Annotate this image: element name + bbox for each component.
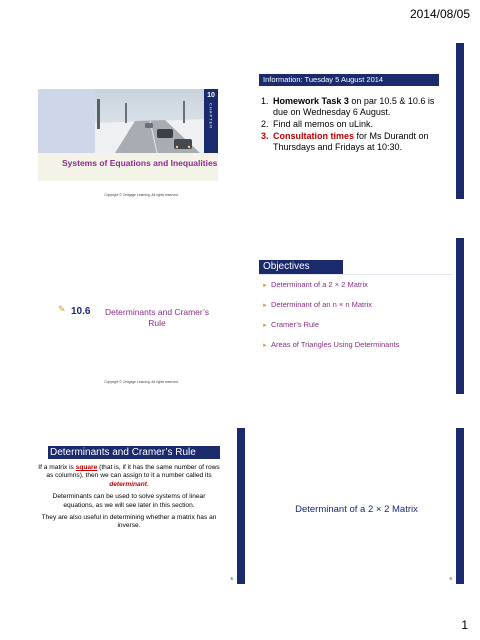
list-item-text: for Ms Durandt on Thursdays and Fridays at 10:30.	[273, 131, 429, 152]
slide-number: 4	[457, 386, 460, 391]
copyright-text: Copyright © Cengage Learning. All rights reserved.	[104, 380, 179, 384]
objectives-title: Objectives	[259, 260, 343, 274]
slide-6	[257, 428, 464, 584]
text: (that is, if it has the same number of rows as columns), then we can assign to it a number called its	[46, 464, 220, 480]
list-item	[262, 300, 399, 320]
slide-side-bar	[456, 428, 464, 584]
text: If a matrix is	[38, 464, 76, 471]
list-item	[261, 131, 441, 153]
list-item	[261, 119, 441, 130]
slide-5	[38, 428, 245, 584]
list-item-bold: Consultation times	[273, 131, 355, 141]
section-number: 10.6	[71, 306, 91, 317]
slide-3	[38, 238, 245, 394]
slide-number: 5	[230, 576, 233, 581]
chapter-label: CHAPTER	[208, 103, 214, 130]
slide-title: Determinant of a 2 × 2 Matrix	[295, 504, 418, 515]
term-determinant: determinant	[109, 480, 147, 488]
slide-4	[257, 238, 464, 394]
list-number: 1.	[261, 96, 269, 106]
slide-side-bar	[237, 428, 245, 584]
slide-1	[38, 43, 245, 199]
section-title: Determinants and Cramer’s Rule	[104, 307, 210, 328]
slide-side-bar	[456, 238, 464, 394]
slide-body	[38, 464, 220, 535]
paragraph: Determinants can be used to solve systems of linear equations, as we will see later in this section.	[52, 493, 206, 509]
objective-text: Areas of Triangles Using Determinants	[270, 340, 400, 349]
chapter-number: 10	[207, 92, 215, 99]
divider	[259, 274, 453, 275]
slide-2	[257, 43, 464, 199]
paragraph: They are also useful in determining whether a matrix has an inverse.	[41, 514, 217, 530]
list-item	[262, 340, 399, 360]
section-heading	[58, 302, 245, 342]
chapter-photo-snowy-highway	[95, 89, 245, 153]
print-date: 2014/08/05	[409, 7, 470, 21]
arrow-bullet-icon: ►	[262, 303, 268, 309]
list-item	[262, 280, 399, 300]
slide-side-bar	[456, 43, 464, 199]
objective-text: Determinant of a 2 × 2 Matrix	[270, 280, 368, 289]
copyright-text: Copyright © Cengage Learning. All rights reserved.	[104, 193, 179, 197]
list-number: 2.	[261, 119, 269, 129]
page-number: 1	[461, 618, 468, 632]
slide-number: 6	[449, 576, 452, 581]
information-title: Information: Tuesday 5 August 2014	[259, 74, 439, 86]
list-item	[262, 320, 399, 340]
photo-left-strip	[38, 89, 95, 153]
list-item-text: on par 10.5 & 10.6 is due on Wednesday 6 August.	[273, 96, 435, 117]
list-item-bold: Homework Task 3	[273, 96, 349, 106]
slide-title: Determinants and Cramer’s Rule	[48, 446, 220, 459]
objective-text: Cramer’s Rule	[270, 320, 320, 329]
list-number: 3.	[261, 131, 269, 141]
text: .	[146, 480, 149, 488]
objectives-list	[262, 280, 399, 360]
objective-text: Determinant of an n × n Matrix	[270, 300, 373, 309]
information-list	[261, 96, 441, 154]
chapter-tab	[204, 89, 218, 153]
pencil-icon: ✎	[58, 304, 66, 314]
chapter-title: Systems of Equations and Inequalities	[62, 158, 218, 168]
slide-number: 2	[457, 191, 460, 196]
list-item-text: Find all memos on uLink.	[273, 119, 374, 129]
arrow-bullet-icon: ►	[262, 283, 268, 289]
arrow-bullet-icon: ►	[262, 323, 268, 329]
list-item	[261, 96, 441, 118]
term-square: square	[75, 464, 98, 471]
paragraph	[38, 464, 220, 489]
arrow-bullet-icon: ►	[262, 343, 268, 349]
